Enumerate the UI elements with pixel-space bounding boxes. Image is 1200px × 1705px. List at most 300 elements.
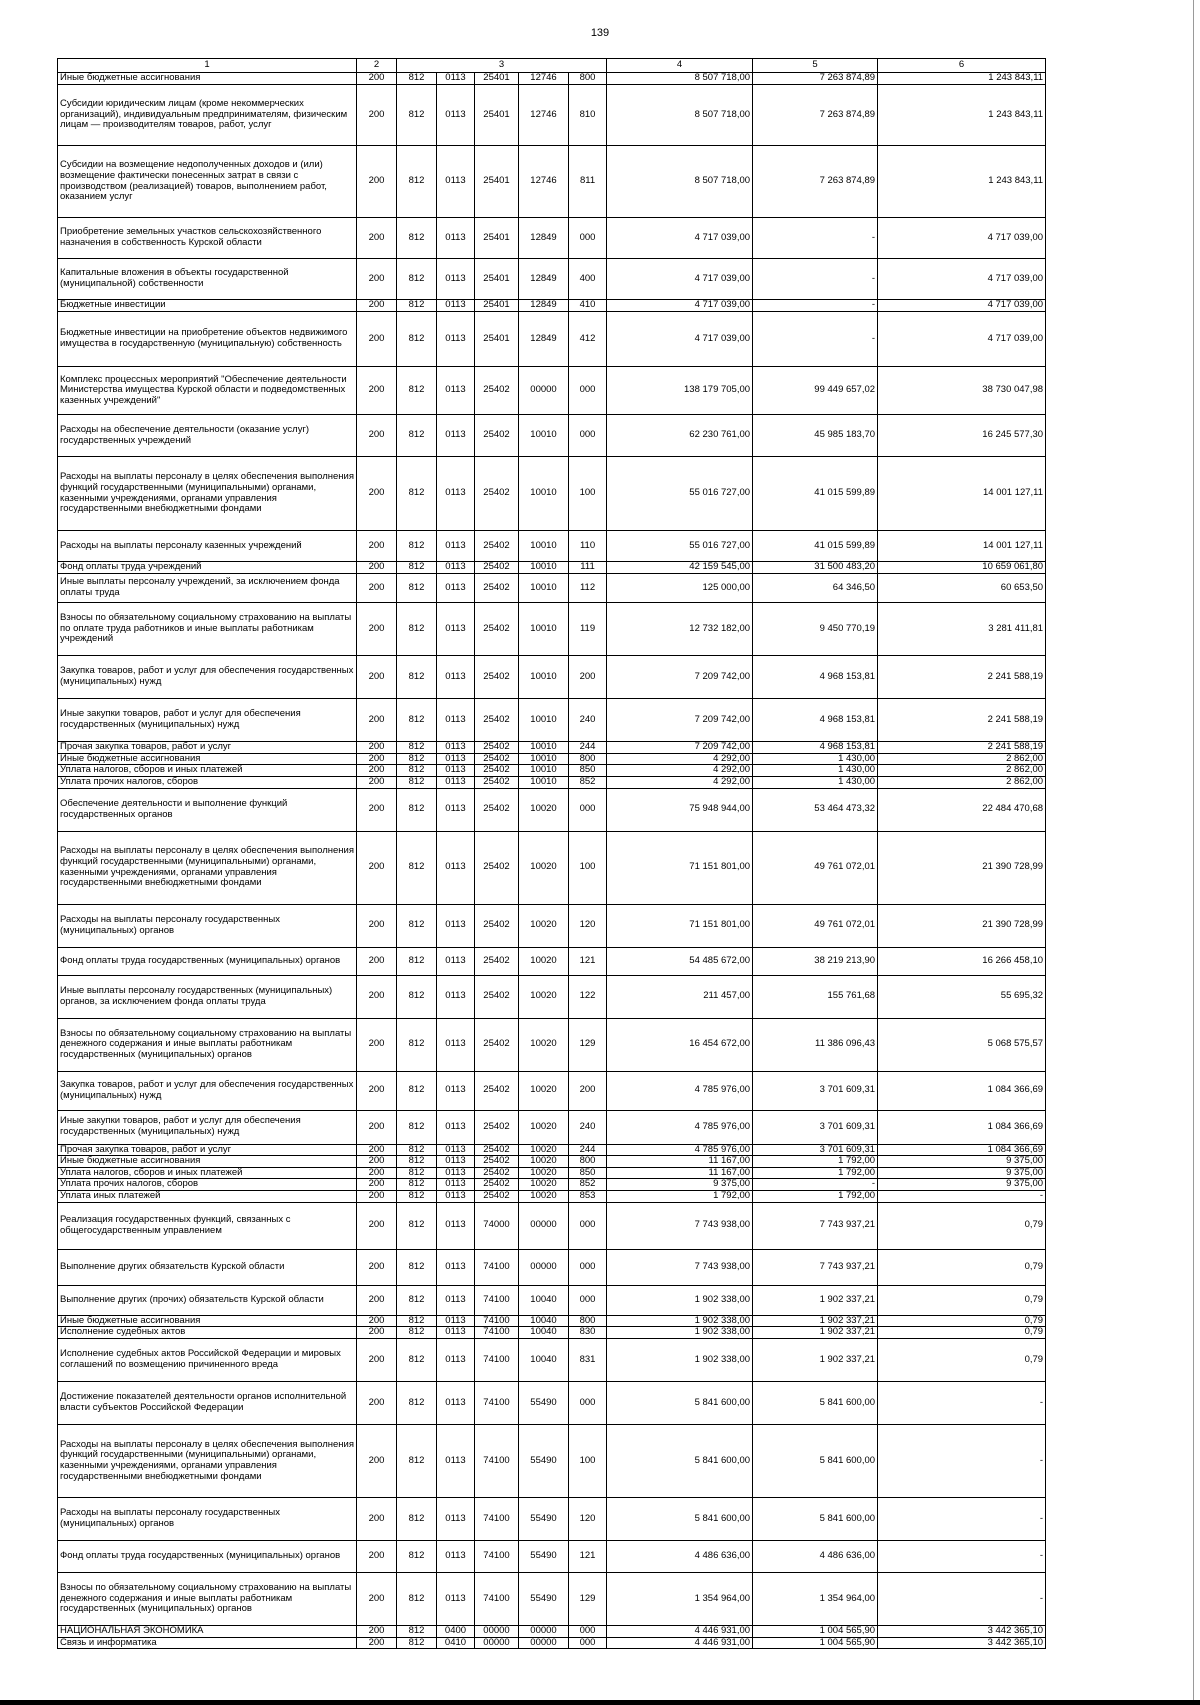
row-program-cell: 74100 (475, 1381, 519, 1424)
row-code-cell: 200 (357, 765, 397, 777)
row-name-cell: Исполнение судебных актов Российской Федерации и мировых соглашений по возмещению причиненного вреда (58, 1338, 357, 1381)
row-remainder-cell: 3 281 411,81 (878, 603, 1046, 656)
row-section-cell: 0113 (437, 73, 475, 85)
row-name-cell: Расходы на выплаты персоналу государственных (муниципальных) органов (58, 1497, 357, 1540)
row-code-cell: 200 (357, 1249, 397, 1285)
row-remainder-cell: 1 243 843,11 (878, 73, 1046, 85)
row-expense-type-cell: 000 (569, 367, 607, 415)
table-row (58, 415, 1046, 457)
row-plan-cell: 1 354 964,00 (607, 1572, 753, 1625)
row-plan-cell: 5 841 600,00 (607, 1381, 753, 1424)
row-program-cell: 00000 (475, 1625, 519, 1637)
row-executed-cell: 9 450 770,19 (753, 603, 878, 656)
row-plan-cell: 11 167,00 (607, 1156, 753, 1168)
row-direction-cell: 10040 (519, 1315, 569, 1327)
row-remainder-cell: 1 084 366,69 (878, 1110, 1046, 1144)
table-row (58, 1144, 1046, 1156)
row-code-cell: 200 (357, 1144, 397, 1156)
table-row (58, 218, 1046, 259)
row-direction-cell: 10020 (519, 1167, 569, 1179)
row-expense-type-cell: 810 (569, 85, 607, 146)
row-executed-cell: - (753, 312, 878, 367)
row-code-cell: 200 (357, 904, 397, 947)
header-col-2: 2 (357, 59, 397, 73)
row-code-cell: 200 (357, 259, 397, 300)
row-remainder-cell: 1 084 366,69 (878, 1144, 1046, 1156)
row-ved-cell: 812 (397, 1381, 437, 1424)
row-ved-cell: 812 (397, 300, 437, 312)
row-executed-cell: 7 263 874,89 (753, 73, 878, 85)
row-name-cell: Расходы на выплаты персоналу казенных учреждений (58, 531, 357, 562)
row-ved-cell: 812 (397, 1637, 437, 1649)
row-expense-type-cell: 000 (569, 1202, 607, 1249)
table-row (58, 947, 1046, 975)
row-name-cell: Приобретение земельных участков сельскохозяйственного назначения в собственность Курской области (58, 218, 357, 259)
row-code-cell: 200 (357, 1625, 397, 1637)
row-remainder-cell: 21 390 728,99 (878, 904, 1046, 947)
row-plan-cell: 42 159 545,00 (607, 562, 753, 574)
row-ved-cell: 812 (397, 699, 437, 742)
row-plan-cell: 4 717 039,00 (607, 312, 753, 367)
row-code-cell: 200 (357, 1110, 397, 1144)
row-executed-cell: - (753, 218, 878, 259)
row-plan-cell: 4 785 976,00 (607, 1110, 753, 1144)
row-remainder-cell: 0,79 (878, 1285, 1046, 1315)
table-row (58, 1071, 1046, 1110)
row-name-cell: Закупка товаров, работ и услуг для обеспечения государственных (муниципальных) нужд (58, 1071, 357, 1110)
row-direction-cell: 12849 (519, 312, 569, 367)
row-code-cell: 200 (357, 947, 397, 975)
row-program-cell: 25401 (475, 146, 519, 218)
row-name-cell: Закупка товаров, работ и услуг для обеспечения государственных (муниципальных) нужд (58, 656, 357, 699)
row-remainder-cell: 2 862,00 (878, 776, 1046, 788)
table-row (58, 1018, 1046, 1071)
row-section-cell: 0113 (437, 947, 475, 975)
row-direction-cell: 10010 (519, 574, 569, 603)
row-name-cell: Капитальные вложения в объекты государственной (муниципальной) собственности (58, 259, 357, 300)
row-direction-cell: 00000 (519, 1625, 569, 1637)
row-plan-cell: 9 375,00 (607, 1179, 753, 1191)
row-expense-type-cell: 000 (569, 218, 607, 259)
row-section-cell: 0113 (437, 1179, 475, 1191)
row-remainder-cell: 4 717 039,00 (878, 218, 1046, 259)
row-ved-cell: 812 (397, 1110, 437, 1144)
row-remainder-cell: 0,79 (878, 1338, 1046, 1381)
table-row (58, 753, 1046, 765)
row-plan-cell: 4 717 039,00 (607, 259, 753, 300)
row-direction-cell: 00000 (519, 1202, 569, 1249)
row-ved-cell: 812 (397, 1497, 437, 1540)
row-direction-cell: 12849 (519, 300, 569, 312)
row-expense-type-cell: 853 (569, 1191, 607, 1203)
row-name-cell: Исполнение судебных актов (58, 1327, 357, 1339)
row-expense-type-cell: 200 (569, 656, 607, 699)
row-code-cell: 200 (357, 146, 397, 218)
row-executed-cell: 49 761 072,01 (753, 904, 878, 947)
row-executed-cell: 1 792,00 (753, 1167, 878, 1179)
row-name-cell: Взносы по обязательному социальному страхованию на выплаты денежного содержания и иные выплаты работникам государственных (муниципальных) органов (58, 1572, 357, 1625)
row-remainder-cell: 4 717 039,00 (878, 300, 1046, 312)
table-row (58, 1249, 1046, 1285)
row-section-cell: 0113 (437, 1315, 475, 1327)
row-program-cell: 25402 (475, 1018, 519, 1071)
table-row (58, 656, 1046, 699)
row-section-cell: 0113 (437, 1167, 475, 1179)
row-expense-type-cell: 129 (569, 1018, 607, 1071)
row-expense-type-cell: 412 (569, 312, 607, 367)
row-remainder-cell: 4 717 039,00 (878, 259, 1046, 300)
row-code-cell: 200 (357, 753, 397, 765)
row-expense-type-cell: 121 (569, 947, 607, 975)
table-row (58, 975, 1046, 1018)
row-section-cell: 0113 (437, 1249, 475, 1285)
row-plan-cell: 16 454 672,00 (607, 1018, 753, 1071)
table-row (58, 1179, 1046, 1191)
row-remainder-cell: 1 084 366,69 (878, 1071, 1046, 1110)
row-ved-cell: 812 (397, 1179, 437, 1191)
row-executed-cell: 4 968 153,81 (753, 656, 878, 699)
row-expense-type-cell: 244 (569, 742, 607, 754)
row-executed-cell: 1 792,00 (753, 1191, 878, 1203)
header-col-1: 1 (58, 59, 357, 73)
row-executed-cell: - (753, 300, 878, 312)
row-direction-cell: 10010 (519, 699, 569, 742)
row-plan-cell: 75 948 944,00 (607, 788, 753, 831)
row-remainder-cell: 55 695,32 (878, 975, 1046, 1018)
row-executed-cell: 5 841 600,00 (753, 1424, 878, 1497)
row-direction-cell: 10010 (519, 562, 569, 574)
row-remainder-cell: - (878, 1191, 1046, 1203)
row-executed-cell: 5 841 600,00 (753, 1381, 878, 1424)
row-ved-cell: 812 (397, 1327, 437, 1339)
row-executed-cell: 4 486 636,00 (753, 1540, 878, 1572)
row-ved-cell: 812 (397, 765, 437, 777)
row-expense-type-cell: 000 (569, 1249, 607, 1285)
budget-report-table (57, 58, 1046, 1649)
row-code-cell: 200 (357, 218, 397, 259)
row-code-cell: 200 (357, 367, 397, 415)
table-row (58, 531, 1046, 562)
row-code-cell: 200 (357, 300, 397, 312)
row-executed-cell: 1 354 964,00 (753, 1572, 878, 1625)
row-remainder-cell: 4 717 039,00 (878, 312, 1046, 367)
header-col-6: 6 (878, 59, 1046, 73)
row-plan-cell: 4 292,00 (607, 776, 753, 788)
table-row (58, 1110, 1046, 1144)
row-program-cell: 25402 (475, 367, 519, 415)
row-executed-cell: - (753, 1179, 878, 1191)
row-code-cell: 200 (357, 574, 397, 603)
row-plan-cell: 12 732 182,00 (607, 603, 753, 656)
row-direction-cell: 10040 (519, 1338, 569, 1381)
row-section-cell: 0113 (437, 1202, 475, 1249)
row-expense-type-cell: 800 (569, 753, 607, 765)
table-row (58, 1540, 1046, 1572)
row-remainder-cell: - (878, 1381, 1046, 1424)
row-direction-cell: 10020 (519, 1156, 569, 1168)
row-ved-cell: 812 (397, 1191, 437, 1203)
row-program-cell: 74100 (475, 1315, 519, 1327)
row-direction-cell: 10020 (519, 1144, 569, 1156)
table-row (58, 1167, 1046, 1179)
row-program-cell: 25401 (475, 300, 519, 312)
row-remainder-cell: 9 375,00 (878, 1179, 1046, 1191)
table-row (58, 1285, 1046, 1315)
row-name-cell: Иные бюджетные ассигнования (58, 1156, 357, 1168)
row-ved-cell: 812 (397, 574, 437, 603)
table-row (58, 367, 1046, 415)
row-section-cell: 0113 (437, 531, 475, 562)
row-executed-cell: 1 430,00 (753, 776, 878, 788)
row-plan-cell: 7 743 938,00 (607, 1249, 753, 1285)
row-section-cell: 0113 (437, 776, 475, 788)
row-code-cell: 200 (357, 699, 397, 742)
row-executed-cell: 53 464 473,32 (753, 788, 878, 831)
row-name-cell: Уплата налогов, сборов и иных платежей (58, 1167, 357, 1179)
row-code-cell: 200 (357, 1637, 397, 1649)
table-row (58, 312, 1046, 367)
header-col-4: 4 (607, 59, 753, 73)
row-executed-cell: 7 743 937,21 (753, 1202, 878, 1249)
row-ved-cell: 812 (397, 1018, 437, 1071)
row-section-cell: 0410 (437, 1637, 475, 1649)
table-row (58, 1625, 1046, 1637)
row-name-cell: Фонд оплаты труда государственных (муниципальных) органов (58, 1540, 357, 1572)
row-ved-cell: 812 (397, 1338, 437, 1381)
row-expense-type-cell: 000 (569, 788, 607, 831)
row-ved-cell: 812 (397, 457, 437, 531)
row-section-cell: 0113 (437, 146, 475, 218)
row-program-cell: 25402 (475, 457, 519, 531)
row-remainder-cell: 16 245 577,30 (878, 415, 1046, 457)
row-remainder-cell: 0,79 (878, 1202, 1046, 1249)
row-name-cell: Взносы по обязательному социальному страхованию на выплаты по оплате труда работников и иные выплаты работникам учреждений (58, 603, 357, 656)
row-expense-type-cell: 800 (569, 73, 607, 85)
row-ved-cell: 812 (397, 904, 437, 947)
row-code-cell: 200 (357, 1381, 397, 1424)
row-expense-type-cell: 400 (569, 259, 607, 300)
row-program-cell: 25401 (475, 312, 519, 367)
row-name-cell: Прочая закупка товаров, работ и услуг (58, 742, 357, 754)
row-expense-type-cell: 830 (569, 1327, 607, 1339)
row-code-cell: 200 (357, 1572, 397, 1625)
row-direction-cell: 10020 (519, 1018, 569, 1071)
row-plan-cell: 5 841 600,00 (607, 1424, 753, 1497)
row-direction-cell: 10040 (519, 1285, 569, 1315)
row-remainder-cell: 10 659 061,80 (878, 562, 1046, 574)
row-name-cell: Уплата прочих налогов, сборов (58, 1179, 357, 1191)
row-expense-type-cell: 000 (569, 1285, 607, 1315)
row-executed-cell: 5 841 600,00 (753, 1497, 878, 1540)
row-expense-type-cell: 100 (569, 1424, 607, 1497)
row-expense-type-cell: 800 (569, 1315, 607, 1327)
row-expense-type-cell: 852 (569, 776, 607, 788)
row-remainder-cell: 38 730 047,98 (878, 367, 1046, 415)
row-expense-type-cell: 122 (569, 975, 607, 1018)
row-name-cell: Расходы на выплаты персоналу в целях обеспечения выполнения функций государственными (муниципальными) органами, казенными учреждениями, органами управления государственными внебюджетными фондами (58, 457, 357, 531)
row-expense-type-cell: 120 (569, 1497, 607, 1540)
row-plan-cell: 71 151 801,00 (607, 831, 753, 904)
row-expense-type-cell: 000 (569, 415, 607, 457)
row-section-cell: 0113 (437, 1285, 475, 1315)
row-direction-cell: 55490 (519, 1381, 569, 1424)
row-program-cell: 74100 (475, 1285, 519, 1315)
row-section-cell: 0113 (437, 1156, 475, 1168)
row-ved-cell: 812 (397, 947, 437, 975)
row-program-cell: 25402 (475, 531, 519, 562)
row-program-cell: 74100 (475, 1338, 519, 1381)
row-program-cell: 25402 (475, 904, 519, 947)
row-program-cell: 00000 (475, 1637, 519, 1649)
row-plan-cell: 138 179 705,00 (607, 367, 753, 415)
row-program-cell: 25402 (475, 1144, 519, 1156)
table-body (58, 59, 1046, 1649)
row-remainder-cell: 14 001 127,11 (878, 531, 1046, 562)
row-remainder-cell: 0,79 (878, 1249, 1046, 1285)
table-row (58, 904, 1046, 947)
row-executed-cell: 41 015 599,89 (753, 457, 878, 531)
table-row (58, 146, 1046, 218)
table-row (58, 457, 1046, 531)
table-row (58, 1202, 1046, 1249)
row-remainder-cell: - (878, 1424, 1046, 1497)
row-executed-cell: 4 968 153,81 (753, 742, 878, 754)
row-direction-cell: 10010 (519, 656, 569, 699)
row-section-cell: 0113 (437, 1110, 475, 1144)
row-section-cell: 0113 (437, 699, 475, 742)
row-remainder-cell: - (878, 1540, 1046, 1572)
row-executed-cell: 3 701 609,31 (753, 1144, 878, 1156)
row-name-cell: Обеспечение деятельности и выполнение функций государственных органов (58, 788, 357, 831)
row-ved-cell: 812 (397, 1572, 437, 1625)
row-direction-cell: 10020 (519, 1071, 569, 1110)
row-code-cell: 200 (357, 788, 397, 831)
row-plan-cell: 55 016 727,00 (607, 531, 753, 562)
row-executed-cell: 1 004 565,90 (753, 1637, 878, 1649)
row-plan-cell: 8 507 718,00 (607, 73, 753, 85)
row-ved-cell: 812 (397, 1625, 437, 1637)
row-direction-cell: 12746 (519, 85, 569, 146)
row-name-cell: НАЦИОНАЛЬНАЯ ЭКОНОМИКА (58, 1625, 357, 1637)
row-plan-cell: 4 292,00 (607, 753, 753, 765)
row-section-cell: 0113 (437, 574, 475, 603)
row-executed-cell: 1 902 337,21 (753, 1315, 878, 1327)
row-code-cell: 200 (357, 1018, 397, 1071)
row-section-cell: 0113 (437, 562, 475, 574)
row-expense-type-cell: 119 (569, 603, 607, 656)
row-code-cell: 200 (357, 1167, 397, 1179)
row-direction-cell: 10020 (519, 1191, 569, 1203)
row-name-cell: Иные бюджетные ассигнования (58, 1315, 357, 1327)
row-section-cell: 0113 (437, 1424, 475, 1497)
row-expense-type-cell: 811 (569, 146, 607, 218)
row-section-cell: 0113 (437, 1018, 475, 1071)
row-plan-cell: 71 151 801,00 (607, 904, 753, 947)
row-remainder-cell: 2 241 588,19 (878, 656, 1046, 699)
row-executed-cell: 1 792,00 (753, 1156, 878, 1168)
row-direction-cell: 10020 (519, 1179, 569, 1191)
row-remainder-cell: 2 862,00 (878, 753, 1046, 765)
row-ved-cell: 812 (397, 656, 437, 699)
table-row (58, 831, 1046, 904)
row-program-cell: 25401 (475, 218, 519, 259)
table-row (58, 73, 1046, 85)
row-name-cell: Иные выплаты персоналу государственных (муниципальных) органов, за исключением фонда оплаты труда (58, 975, 357, 1018)
row-code-cell: 200 (357, 1202, 397, 1249)
row-program-cell: 25402 (475, 1179, 519, 1191)
row-expense-type-cell: 244 (569, 1144, 607, 1156)
table-row (58, 562, 1046, 574)
row-code-cell: 200 (357, 415, 397, 457)
row-remainder-cell: 2 862,00 (878, 765, 1046, 777)
row-remainder-cell: 21 390 728,99 (878, 831, 1046, 904)
row-executed-cell: 45 985 183,70 (753, 415, 878, 457)
row-section-cell: 0113 (437, 656, 475, 699)
row-name-cell: Выполнение других обязательств Курской области (58, 1249, 357, 1285)
row-expense-type-cell: 410 (569, 300, 607, 312)
row-plan-cell: 1 902 338,00 (607, 1327, 753, 1339)
row-section-cell: 0113 (437, 1144, 475, 1156)
row-name-cell: Субсидии на возмещение недополученных доходов и (или) возмещение фактически понесенных затрат в связи с производством (реализацией) товаров, выполнением работ, оказанием услуг (58, 146, 357, 218)
row-plan-cell: 211 457,00 (607, 975, 753, 1018)
row-name-cell: Иные закупки товаров, работ и услуг для обеспечения государственных (муниципальных) нужд (58, 699, 357, 742)
row-executed-cell: 1 902 337,21 (753, 1285, 878, 1315)
row-program-cell: 25402 (475, 753, 519, 765)
row-program-cell: 74100 (475, 1327, 519, 1339)
row-section-cell: 0113 (437, 1540, 475, 1572)
row-ved-cell: 812 (397, 831, 437, 904)
table-row (58, 1497, 1046, 1540)
row-direction-cell: 00000 (519, 1637, 569, 1649)
row-code-cell: 200 (357, 562, 397, 574)
row-direction-cell: 10010 (519, 753, 569, 765)
row-section-cell: 0113 (437, 415, 475, 457)
row-executed-cell: 155 761,68 (753, 975, 878, 1018)
scan-bottom-edge (0, 1700, 1200, 1705)
row-expense-type-cell: 850 (569, 1167, 607, 1179)
row-executed-cell: 1 902 337,21 (753, 1327, 878, 1339)
row-plan-cell: 125 000,00 (607, 574, 753, 603)
row-plan-cell: 1 792,00 (607, 1191, 753, 1203)
row-executed-cell: 7 743 937,21 (753, 1249, 878, 1285)
row-remainder-cell: - (878, 1572, 1046, 1625)
row-section-cell: 0113 (437, 788, 475, 831)
row-direction-cell: 12746 (519, 146, 569, 218)
row-name-cell: Фонд оплаты труда государственных (муниципальных) органов (58, 947, 357, 975)
row-code-cell: 200 (357, 1424, 397, 1497)
row-ved-cell: 812 (397, 562, 437, 574)
row-section-cell: 0113 (437, 218, 475, 259)
row-section-cell: 0113 (437, 259, 475, 300)
row-name-cell: Реализация государственных функций, связанных с общегосударственным управлением (58, 1202, 357, 1249)
row-direction-cell: 10020 (519, 1110, 569, 1144)
row-code-cell: 200 (357, 776, 397, 788)
row-plan-cell: 8 507 718,00 (607, 146, 753, 218)
row-remainder-cell: 2 241 588,19 (878, 699, 1046, 742)
table-row (58, 1637, 1046, 1649)
row-direction-cell: 10020 (519, 947, 569, 975)
row-section-cell: 0113 (437, 975, 475, 1018)
row-program-cell: 25402 (475, 947, 519, 975)
row-expense-type-cell: 100 (569, 457, 607, 531)
row-direction-cell: 55490 (519, 1540, 569, 1572)
row-ved-cell: 812 (397, 1424, 437, 1497)
table-row (58, 603, 1046, 656)
row-section-cell: 0113 (437, 603, 475, 656)
row-remainder-cell: 22 484 470,68 (878, 788, 1046, 831)
row-program-cell: 25402 (475, 603, 519, 656)
row-section-cell: 0113 (437, 1071, 475, 1110)
